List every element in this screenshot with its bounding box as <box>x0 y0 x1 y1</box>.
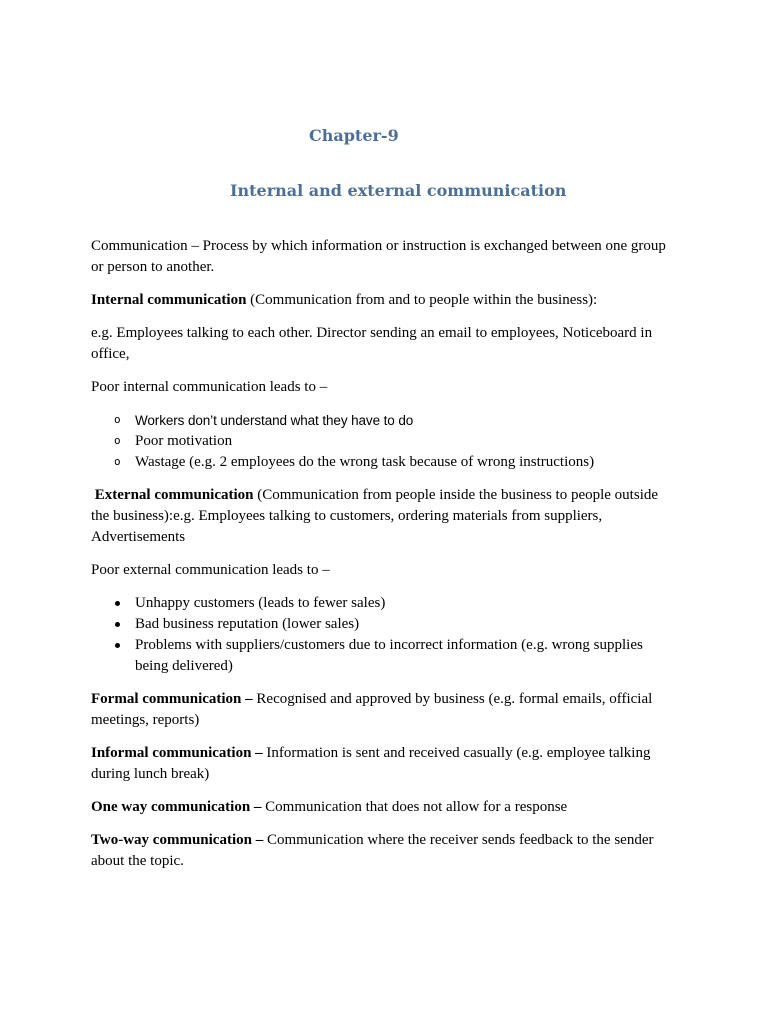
external-communication-description: (Communication from people inside the business to people outside the business):e.g. Employees talking to customers, ordering materials from suppliers, Advertisements <box>91 487 659 545</box>
list-item: Bad business reputation (lower sales) <box>91 614 679 635</box>
communication-definition: Communication – Process by which information or instruction is exchanged between one group or person to another. <box>91 238 666 275</box>
section-title: Internal and external communication <box>230 181 567 200</box>
list-item: o Wastage (e.g. 2 employees do the wrong task because of wrong instructions) <box>91 452 679 473</box>
list-item: o Poor motivation <box>91 431 679 452</box>
list-item: Unhappy customers (leads to fewer sales) <box>91 593 679 614</box>
one-way-communication-text: Communication that does not allow for a response <box>261 799 568 815</box>
informal-communication-term: Informal communication – <box>91 745 263 761</box>
two-way-communication-term: Two-way communication – <box>91 832 264 848</box>
document-body <box>91 236 679 884</box>
one-way-communication-paragraph <box>91 797 679 818</box>
poor-external-intro: Poor external communication leads to – <box>91 562 330 578</box>
formal-communication-term: Formal communication – <box>91 691 253 707</box>
poor-internal-intro: Poor internal communication leads to – <box>91 379 328 395</box>
external-communication-paragraph <box>91 485 679 548</box>
informal-communication-text: Information is sent and received casually (e.g. employee talking during lunch break) <box>91 745 651 782</box>
list-item: Problems with suppliers/customers due to incorrect information (e.g. wrong supplies being delivered) <box>91 635 679 677</box>
chapter-heading: Chapter-9 <box>309 126 399 145</box>
internal-communication-term: Internal communication <box>91 292 247 308</box>
formal-communication-paragraph <box>91 689 679 731</box>
two-way-communication-paragraph <box>91 830 679 872</box>
formal-communication-text: Recognised and approved by business (e.g. formal emails, official meetings, reports) <box>91 691 653 728</box>
two-way-communication-text: Communication where the receiver sends feedback to the sender about the topic. <box>91 832 654 869</box>
internal-communication-example: e.g. Employees talking to each other. Director sending an email to employees, Noticeboard in office, <box>91 325 653 362</box>
internal-effects-list <box>91 410 679 473</box>
one-way-communication-term: One way communication – <box>91 799 262 815</box>
internal-communication-description: (Communication from and to people within the business): <box>246 292 598 308</box>
list-item: o Workers don’t understand what they have to do <box>91 410 679 431</box>
informal-communication-paragraph <box>91 743 679 785</box>
external-communication-term: External communication <box>94 487 254 503</box>
internal-communication-paragraph <box>91 290 679 311</box>
external-effects-list <box>91 593 679 677</box>
